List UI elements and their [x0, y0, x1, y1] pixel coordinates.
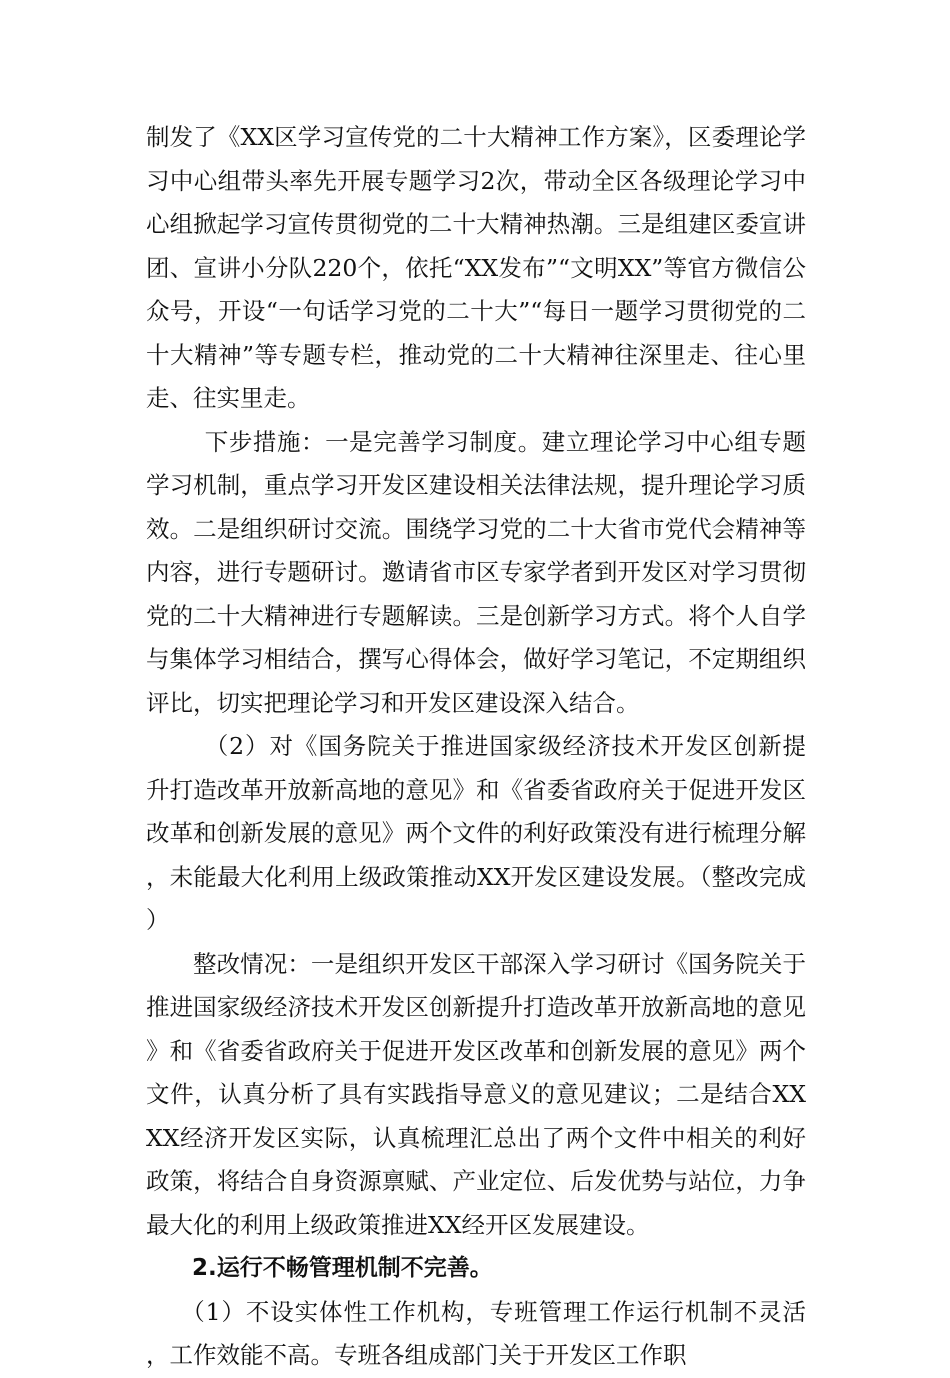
paragraph-rectification: 整改情况：一是组织开发区干部深入学习研讨《国务院关于推进国家级经济技术开发区创新提升打造改革开放新高地的意见》和《省委省政府关于促进开发区改革和创新发展的意见》两个文件，认真分析了具有实践指导意义的意见建议；二是结合XXXX经济开发区实际，认真梳理汇总出了两个文件中相关的利好政策，将结合自身资源禀赋、产业定位、后发优势与站位，力争最大化的利用上级政策推进XX经开区发展建设。	[146, 949, 806, 1239]
paragraph-continuation: 制发了《XX区学习宣传党的二十大精神工作方案》，区委理论学习中心组带头率先开展专题学习2次，带动全区各级理论学习中心组掀起学习宣传贯彻党的二十大精神热潮。三是组建区委宣讲团、宣讲小分队220个，依托“XX发布”“文明XX”等官方微信公众号，开设“一句话学习党的二十大”“每日一题学习贯彻党的二十大精神”等专题专栏，推动党的二十大精神往深里走、往心里走、往实里走。	[146, 123, 806, 412]
document-body	[146, 116, 806, 1378]
section-heading: 2.运行不畅管理机制不完善。	[192, 1255, 493, 1281]
paragraph-issue-2: （2）对《国务院关于推进国家级经济技术开发区创新提升打造改革开放新高地的意见》和《省委省政府关于促进开发区改革和创新发展的意见》两个文件的利好政策没有进行梳理分解，未能最大化利用上级政策推动XX开发区建设发展。（整改完成）	[146, 732, 806, 934]
paragraph-next-steps: 下步措施：一是完善学习制度。建立理论学习中心组专题学习机制，重点学习开发区建设相关法律法规，提升理论学习质效。二是组织研讨交流。围绕学习党的二十大省市党代会精神等内容，进行专题研讨。邀请省市区专家学者到开发区对学习贯彻党的二十大精神进行专题解读。三是创新学习方式。将个人自学与集体学习相结合，撰写心得体会，做好学习笔记，不定期组织评比，切实把理论学习和开发区建设深入结合。	[146, 427, 806, 717]
paragraph-issue-1: （1）不设实体性工作机构，专班管理工作运行机制不灵活，工作效能不高。专班各组成部门关于开发区工作职	[146, 1297, 806, 1369]
